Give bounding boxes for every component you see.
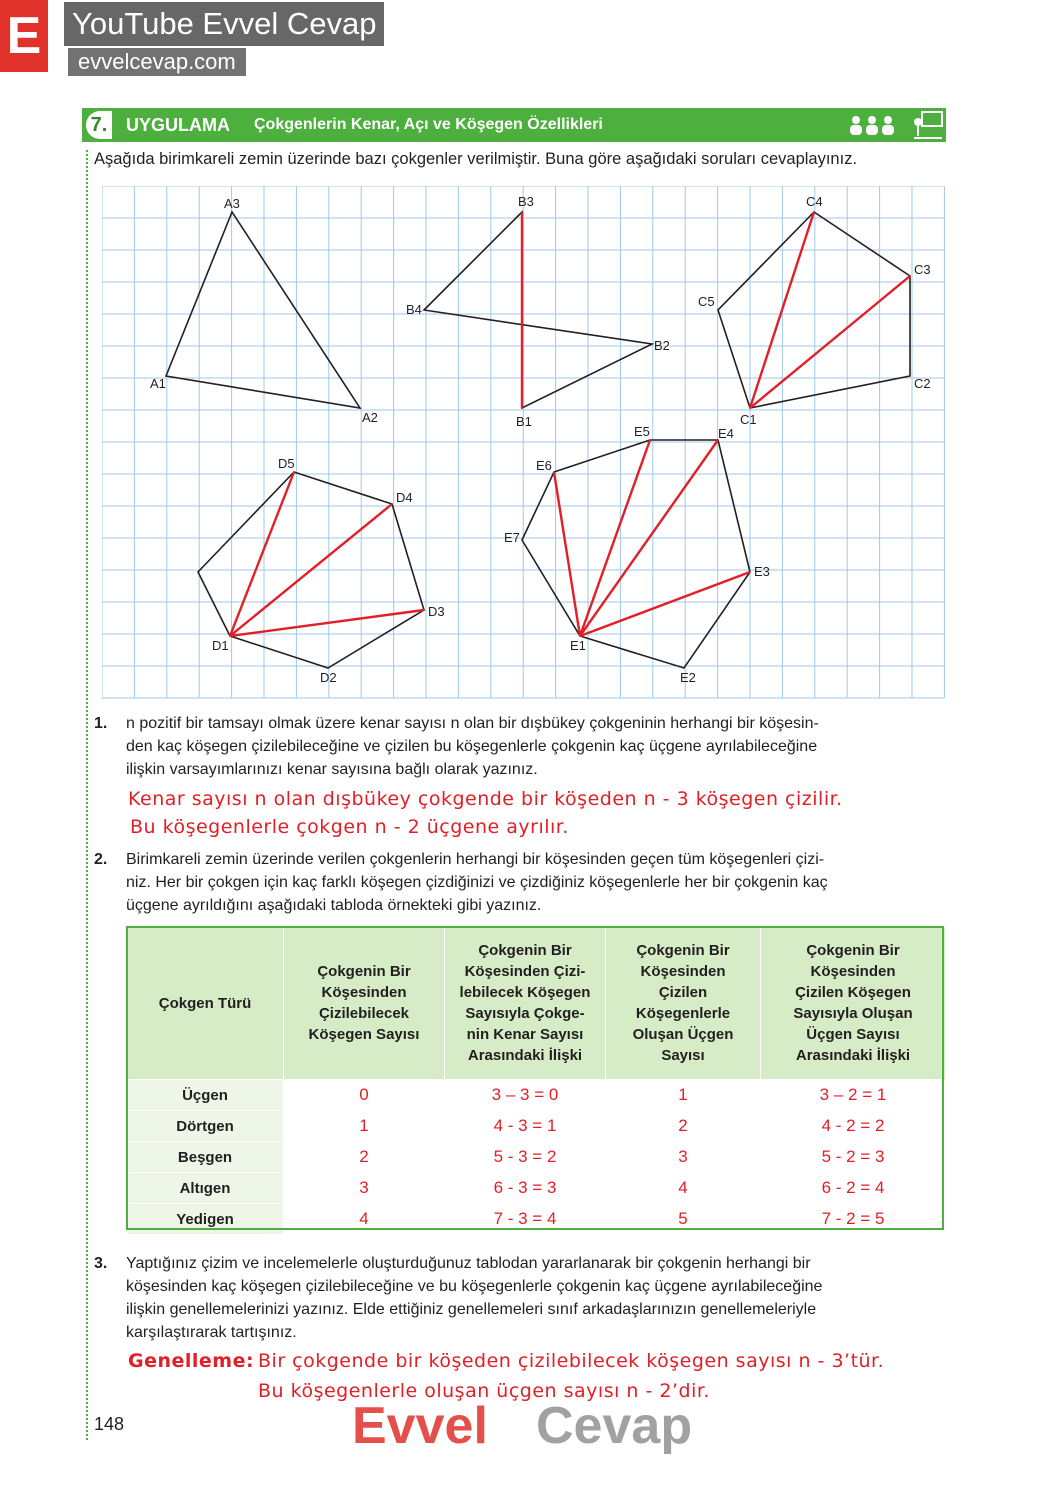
diagonal-e1e3	[580, 572, 750, 636]
header-polygon-type: Çokgen Türü	[127, 927, 284, 1080]
section-subtitle: Çokgenlerin Kenar, Açı ve Köşegen Özellikleri	[254, 116, 603, 133]
polygon-grid	[102, 186, 946, 700]
section-number: 7.	[86, 111, 112, 139]
watermark-title: YouTube Evvel Cevap	[64, 2, 384, 46]
q1-number: 1.	[94, 715, 108, 732]
label-c2: C2	[914, 376, 931, 391]
label-a3: A3	[224, 196, 240, 211]
q3-text: Yaptığınız çizim ve incelemelerle oluşturduğunuz tablodan yararlanarak bir çokgenin herhangi bir köşesinden kaç köşegen çizilebileceğine ve bu köşegenlerle çokgenin kaç üçgene ayrılabileceğine ilişkin genellemelerinizi yazınız. Elde ettiğiniz genellemeleri sınıf arkadaşlarınızın genellemeleriyle karşılaştırarak tartışınız.	[126, 1255, 823, 1341]
header-diagonal-count: Çokgenin Bir Köşesinden Çizilebilecek Köşegen Sayısı	[284, 927, 445, 1080]
polygon-table	[126, 926, 946, 1235]
q2-text: Birimkareli zemin üzerinde verilen çokgenlerin herhangi bir köşesinden geçen tüm köşegenleri çizi- niz. Her bir çokgen için kaç farklı köşegen çizdiğinizi ve çizdiğiniz köşegenlerle her bir çokgenin kaç üçgene ayrıldığını aşağıdaki tabloda örnekteki gibi yazınız.	[126, 851, 828, 914]
label-b4: B4	[406, 302, 422, 317]
q3-answer-label: Genelleme:	[128, 1350, 255, 1372]
intro-text: Aşağıda birimkareli zemin üzerinde bazı çokgenler verilmiştir. Buna göre aşağıdaki soruları cevaplayınız.	[94, 150, 858, 168]
q3-answer-line2: Bu köşegenlerle oluşan üçgen sayısı n - 2’dir.	[258, 1380, 710, 1402]
watermark-site: evvelcevap.com	[68, 48, 246, 76]
diagonal-c1c3	[750, 276, 910, 408]
group-icon	[848, 114, 908, 144]
label-e5: E5	[634, 424, 650, 439]
table-row: Yedigen 4 7 - 3 = 4 5 7 - 2 = 5	[127, 1204, 946, 1235]
label-d3: D3	[428, 604, 445, 619]
label-e4: E4	[718, 426, 734, 441]
label-e2: E2	[680, 670, 696, 685]
triangle-a	[166, 212, 360, 408]
presentation-icon	[912, 110, 944, 146]
table-row: Altıgen 3 6 - 3 = 3 4 6 - 2 = 4	[127, 1173, 946, 1204]
label-a1: A1	[150, 376, 166, 391]
q1-text: n pozitif bir tamsayı olmak üzere kenar sayısı n olan bir dışbükey çokgeninin herhangi bir köşesin- den kaç köşegen çizilebileceğine ve çizilen bu köşegenlerle çokgenin kaç üçgene ayrılabileceğine ilişkin varsayımlarınızı kenar sayısına bağlı olarak yazınız.	[126, 715, 819, 778]
label-b2: B2	[654, 338, 670, 353]
label-c4: C4	[806, 194, 823, 209]
table-row: Beşgen 2 5 - 3 = 2 3 5 - 2 = 3	[127, 1142, 946, 1173]
watermark-bottom-right: Cevap	[536, 1397, 693, 1455]
header-triangle-relation: Çokgenin Bir Köşesinden Çizilen Köşegen Sayısıyla Oluşan Üçgen Sayısı Arasındaki İlişki	[761, 927, 946, 1080]
label-b1: B1	[516, 414, 532, 429]
label-a2: A2	[362, 410, 378, 425]
diagonal-e1e6	[554, 472, 580, 636]
table-row: Dörtgen 1 4 - 3 = 1 2 4 - 2 = 2	[127, 1111, 946, 1142]
section-label: UYGULAMA	[126, 115, 230, 135]
q2-number: 2.	[94, 851, 108, 868]
header-triangle-count: Çokgenin Bir Köşesinden Çizilen Köşegenlerle Oluşan Üçgen Sayısı	[606, 927, 761, 1080]
label-c1: C1	[740, 412, 757, 427]
label-e3: E3	[754, 564, 770, 579]
label-e6: E6	[536, 458, 552, 473]
label-d2: D2	[320, 670, 337, 685]
q3-answer-line1: Bir çokgende bir köşeden çizilebilecek köşegen sayısı n - 3’tür.	[258, 1350, 885, 1372]
header-diagonal-relation: Çokgenin Bir Köşesinden Çizi- lebilecek Köşegen Sayısıyla Çokge- nin Kenar Sayısı Arasındaki İlişki	[445, 927, 606, 1080]
label-d1: D1	[212, 638, 229, 653]
q3-number: 3.	[94, 1255, 108, 1272]
margin-dotted-line	[86, 150, 88, 1440]
grid-lines	[102, 186, 944, 698]
label-c3: C3	[914, 262, 931, 277]
q1-answer-line1: Kenar sayısı n olan dışbükey çokgende bir köşeden n - 3 köşegen çizilir.	[128, 788, 843, 810]
label-c5: C5	[698, 294, 715, 309]
label-d5: D5	[278, 456, 295, 471]
watermark-bottom-left: Evvel	[352, 1397, 488, 1455]
evvel-logo: E	[0, 0, 48, 72]
label-e7: E7	[504, 530, 520, 545]
pentagon-c	[718, 212, 910, 408]
label-e1: E1	[570, 638, 586, 653]
label-d4: D4	[396, 490, 413, 505]
q1-answer-line2: Bu köşegenlerle çokgen n - 2 üçgene ayrılır.	[130, 816, 569, 838]
table-row: Üçgen 0 3 – 3 = 0 1 3 – 2 = 1	[127, 1080, 946, 1111]
diagonal-d1d3	[230, 610, 424, 636]
page-number: 148	[94, 1414, 125, 1434]
label-b3: B3	[518, 194, 534, 209]
